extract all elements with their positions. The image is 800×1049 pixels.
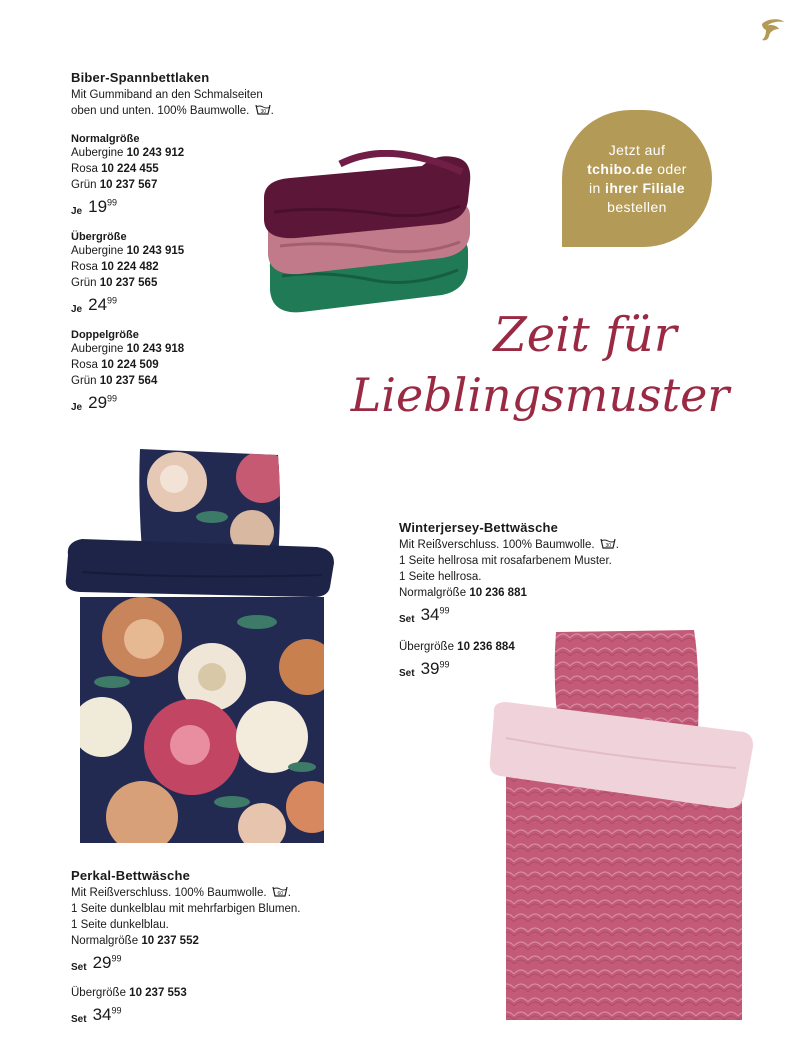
fitted-sheet-title: Biber-Spannbettlaken (71, 70, 210, 85)
article-row (71, 341, 321, 357)
price-dec: 99 (111, 953, 122, 964)
price-value (88, 198, 117, 216)
price-value (93, 1006, 122, 1024)
perkal-block (71, 868, 351, 1025)
perkal-over-label: Übergröße (71, 987, 126, 999)
price-prefix: Je (71, 402, 83, 413)
article-color: Rosa (71, 163, 98, 175)
size-name: Normalgröße (71, 133, 140, 145)
jersey-desc-2: 1 Seite hellrosa mit rosafarbenem Muster. (399, 555, 612, 567)
price-value (421, 660, 450, 678)
jersey-over-code: 10 236 884 (457, 641, 515, 653)
perkal-over-price (71, 1005, 351, 1025)
article-color: Rosa (71, 261, 98, 273)
badge-line-2 (587, 160, 687, 179)
price-prefix: Je (71, 206, 83, 217)
perkal-normal-code: 10 237 552 (141, 935, 199, 947)
headline (320, 305, 760, 425)
price-int: 19 (88, 197, 108, 216)
headline-line-2: Lieblingsmuster (350, 368, 730, 422)
price-dec: 99 (107, 393, 118, 404)
price-value (88, 394, 117, 412)
price-prefix: Set (71, 962, 87, 973)
tchibo-logo-icon (757, 16, 787, 44)
price-dec: 99 (111, 1005, 122, 1016)
jersey-desc-1: Mit Reißverschluss. 100% Baumwolle. 30 . (399, 539, 619, 551)
jersey-normal-label: Normalgröße (399, 587, 467, 599)
price-value (93, 954, 122, 972)
price-int: 34 (420, 605, 440, 624)
size-group (71, 329, 321, 413)
perkal-normal-size (71, 933, 351, 949)
badge-website: tchibo.de (587, 160, 653, 177)
wash-symbol-icon (255, 104, 271, 115)
jersey-normal-code: 10 236 881 (469, 587, 527, 599)
article-row (71, 373, 321, 389)
article-color: Rosa (71, 359, 98, 371)
price-prefix: Je (71, 304, 83, 315)
price-dec: 99 (439, 659, 450, 670)
badge-line-1: Jetzt auf (608, 141, 666, 158)
badge-in: in (589, 179, 606, 196)
wash-symbol-icon (600, 538, 616, 549)
article-color: Aubergine (71, 147, 124, 159)
article-color: Grün (71, 179, 97, 191)
article-number: 10 224 455 (101, 163, 159, 175)
article-number: 10 243 915 (126, 245, 185, 257)
article-color: Aubergine (71, 343, 124, 355)
article-number: 10 237 567 (99, 179, 158, 191)
badge-or: oder (652, 160, 687, 177)
price-int: 29 (88, 393, 108, 412)
price-value (421, 606, 450, 624)
svg-text:30: 30 (605, 543, 611, 549)
perkal-title: Perkal-Bettwäsche (71, 868, 191, 883)
jersey-desc-1-text: Mit Reißverschluss. 100% Baumwolle. (399, 539, 595, 551)
article-row (71, 357, 321, 373)
article-color: Grün (71, 277, 97, 289)
fitted-sheets-image (262, 150, 474, 320)
price-dec: 99 (107, 197, 118, 208)
price-int: 34 (92, 1005, 112, 1024)
price-value (88, 296, 117, 314)
price-prefix: Set (399, 614, 415, 625)
fitted-sheet-desc-1: Mit Gummiband an den Schmalseiten (71, 89, 263, 101)
svg-text:30: 30 (260, 109, 266, 115)
price-int: 29 (92, 953, 112, 972)
fitted-sheet-desc-2: oben und unten. 100% Baumwolle. 30 . (71, 105, 274, 117)
jersey-over-label: Übergröße (399, 641, 454, 653)
perkal-normal-price (71, 953, 351, 973)
perkal-over-code: 10 237 553 (129, 987, 187, 999)
jersey-normal-price (399, 605, 659, 625)
price-int: 39 (420, 659, 440, 678)
article-number: 10 224 482 (101, 261, 159, 273)
article-number: 10 237 564 (99, 375, 158, 387)
price-dec: 99 (107, 295, 118, 306)
price-prefix: Set (399, 668, 415, 679)
svg-text:60: 60 (277, 891, 283, 897)
size-name: Übergröße (71, 231, 127, 243)
size-price (71, 393, 321, 413)
floral-bedding-image (62, 447, 337, 845)
badge-line-4: bestellen (607, 198, 667, 215)
jersey-title: Winterjersey-Bettwäsche (399, 520, 559, 535)
article-number: 10 243 918 (126, 343, 185, 355)
size-name: Doppelgröße (71, 329, 139, 341)
badge-store: ihrer Filiale (605, 179, 685, 196)
article-number: 10 243 912 (126, 147, 185, 159)
article-color: Aubergine (71, 245, 124, 257)
headline-line-1: Zeit für (493, 307, 677, 363)
jersey-desc-3: 1 Seite hellrosa. (399, 571, 482, 583)
price-int: 24 (88, 295, 108, 314)
article-number: 10 237 565 (99, 277, 158, 289)
perkal-desc-1: Mit Reißverschluss. 100% Baumwolle. 60 . (71, 887, 291, 899)
jersey-normal-size (399, 585, 659, 601)
pink-bedding-image (486, 628, 754, 1022)
fitted-sheet-desc-2-text: oben und unten. 100% Baumwolle. (71, 105, 250, 117)
perkal-desc-3: 1 Seite dunkelblau. (71, 919, 169, 931)
perkal-desc-1-text: Mit Reißverschluss. 100% Baumwolle. (71, 887, 267, 899)
price-prefix: Set (71, 1014, 87, 1025)
perkal-desc-2: 1 Seite dunkelblau mit mehrfarbigen Blumen. (71, 903, 301, 915)
perkal-normal-label: Normalgröße (71, 935, 139, 947)
perkal-over-size (71, 985, 351, 1001)
article-color: Grün (71, 375, 97, 387)
order-badge (562, 110, 712, 247)
wash-symbol-icon (272, 886, 288, 897)
badge-line-3 (589, 179, 685, 198)
price-dec: 99 (439, 605, 450, 616)
article-number: 10 224 509 (101, 359, 159, 371)
